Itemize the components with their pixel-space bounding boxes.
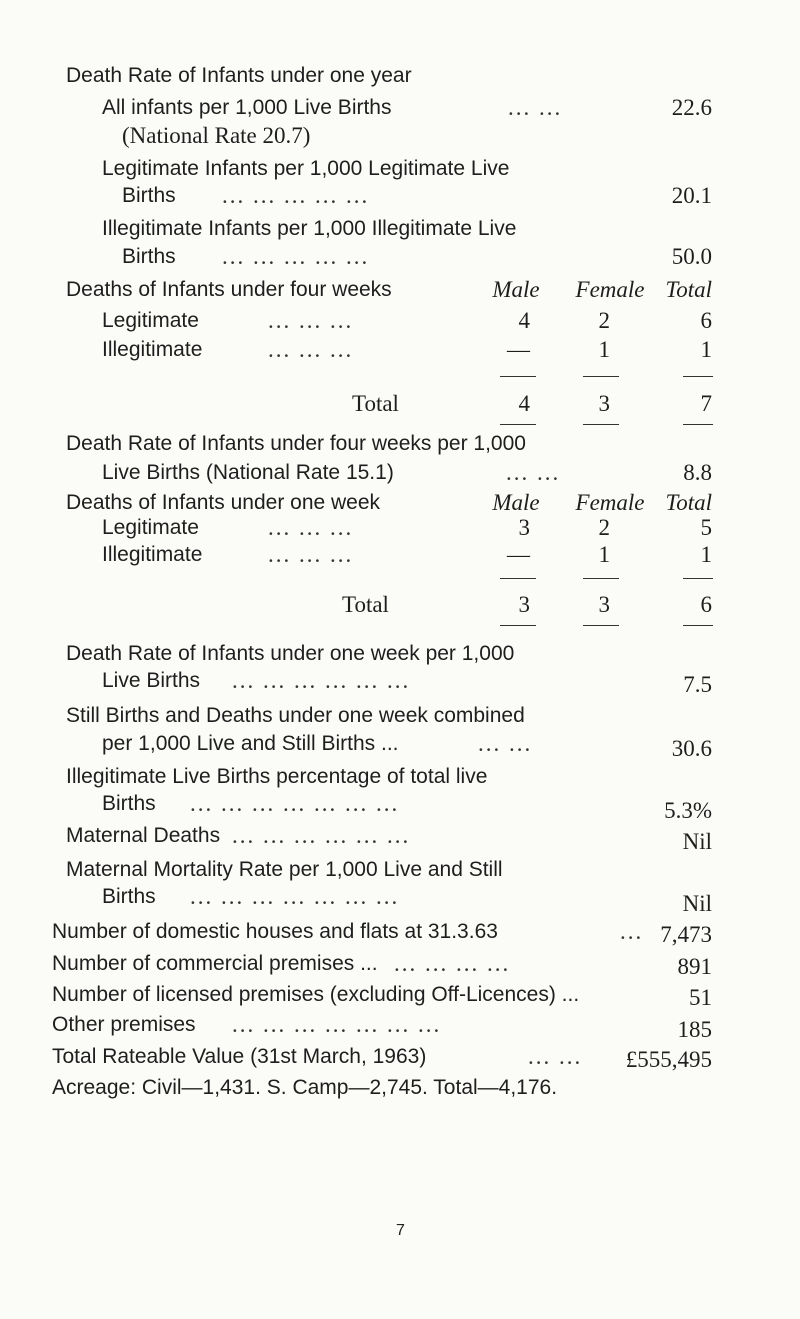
four-weeks-rate-label-cont: Live Births (National Rate 15.1) [102, 461, 394, 484]
still-births-label-cont: per 1,000 Live and Still Births ... [102, 732, 399, 755]
col-header-male: Male [492, 277, 540, 302]
leader-dots: ... ... ... ... ... [222, 183, 370, 208]
rateable-value-label: Total Rateable Value (31st March, 1963) [52, 1045, 427, 1068]
maternal-mortality-label: Maternal Mortality Rate per 1,000 Live and Still [66, 858, 503, 881]
one-week-rate-value: 7.5 [683, 672, 712, 697]
sum-rule [500, 376, 536, 377]
legitimate-rate-label-cont: Births [122, 184, 176, 207]
leader-dots: ... ... ... ... ... ... ... [190, 791, 400, 816]
maternal-deaths-value: Nil [682, 829, 712, 854]
four-weeks-rate-value: 8.8 [683, 460, 712, 485]
table-cell-total: 1 [700, 337, 712, 362]
one-week-heading: Deaths of Infants under one week [66, 491, 381, 514]
acreage-line: Acreage: Civil—1,431. S. Camp—2,745. Total—4,176. [52, 1076, 558, 1099]
sum-rule [683, 424, 713, 425]
illegitimate-pct-label: Illegitimate Live Births percentage of total live [66, 765, 488, 788]
other-premises-label: Other premises [52, 1013, 196, 1036]
leader-dots: ... ... [528, 1044, 583, 1069]
col-header-male: Male [492, 490, 540, 515]
leader-dots: ... ... ... ... ... ... ... [232, 1012, 442, 1037]
still-births-value: 30.6 [671, 736, 712, 761]
leader-dots: ... ... ... [268, 542, 354, 567]
leader-dots: ... ... ... ... ... ... ... [190, 884, 400, 909]
legitimate-rate-value: 20.1 [671, 183, 712, 208]
four-weeks-heading: Deaths of Infants under four weeks [66, 278, 392, 301]
col-header-female: Female [575, 277, 645, 302]
page-number: 7 [396, 1222, 405, 1239]
table-cell-female: 2 [598, 308, 610, 333]
total-row-label: Total [352, 391, 399, 416]
table-cell-male: — [507, 337, 530, 362]
leader-dots: ... ... ... ... ... ... [232, 668, 411, 693]
national-rate-note: (National Rate 20.7) [122, 123, 311, 148]
commercial-premises-value: 891 [677, 954, 712, 979]
illegitimate-pct-label-cont: Births [102, 792, 156, 815]
maternal-deaths-label: Maternal Deaths [66, 824, 221, 847]
total-male: 4 [518, 391, 530, 416]
total-female: 3 [598, 592, 610, 617]
sum-rule [683, 578, 713, 579]
sum-rule [583, 578, 619, 579]
leader-dots: ... ... ... ... [394, 951, 511, 976]
sum-rule [683, 625, 713, 626]
sum-rule [583, 376, 619, 377]
illegitimate-rate-label-cont: Births [122, 245, 176, 268]
table-row-label: Legitimate [102, 309, 199, 332]
table-cell-male: 3 [518, 515, 530, 540]
sum-rule [500, 578, 536, 579]
leader-dots: ... [620, 919, 644, 944]
illegitimate-rate-value: 50.0 [671, 244, 712, 269]
illegitimate-rate-label: Illegitimate Infants per 1,000 Illegitimate Live [102, 217, 517, 240]
table-cell-female: 2 [598, 515, 610, 540]
total-male: 3 [518, 592, 530, 617]
maternal-mortality-label-cont: Births [102, 885, 156, 908]
col-header-female: Female [575, 490, 645, 515]
sum-rule [583, 625, 619, 626]
still-births-label: Still Births and Deaths under one week combined [66, 704, 525, 727]
all-infants-label: All infants per 1,000 Live Births [102, 96, 392, 119]
leader-dots: ... ... ... [268, 515, 354, 540]
col-header-total: Total [665, 277, 712, 302]
sum-rule [500, 424, 536, 425]
leader-dots: ... ... ... [268, 308, 354, 333]
sum-rule [500, 625, 536, 626]
leader-dots: ... ... [506, 460, 561, 485]
table-cell-total: 1 [700, 542, 712, 567]
leader-dots: ... ... ... ... ... ... [232, 823, 411, 848]
legitimate-rate-label: Legitimate Infants per 1,000 Legitimate Live [102, 157, 510, 180]
rateable-value: £555,495 [625, 1047, 712, 1072]
sum-rule [583, 424, 619, 425]
other-premises-value: 185 [677, 1017, 712, 1042]
one-week-rate-label: Death Rate of Infants under one week per 1,000 [66, 642, 515, 665]
table-cell-male: — [507, 542, 530, 567]
licensed-premises-label: Number of licensed premises (excluding Off-Licences) ... [52, 983, 580, 1006]
maternal-mortality-value: Nil [682, 891, 712, 916]
total-total: 6 [700, 592, 712, 617]
commercial-premises-label: Number of commercial premises ... [52, 952, 378, 975]
domestic-houses-value: 7,473 [660, 922, 712, 947]
table-row-label: Illegitimate [102, 543, 203, 566]
leader-dots: ... ... ... ... ... [222, 244, 370, 269]
licensed-premises-value: 51 [689, 985, 712, 1010]
all-infants-value: 22.6 [671, 95, 712, 120]
leader-dots: ... ... [508, 95, 563, 120]
table-row-label: Legitimate [102, 516, 199, 539]
four-weeks-rate-label: Death Rate of Infants under four weeks per 1,000 [66, 432, 526, 455]
table-row-label: Illegitimate [102, 338, 203, 361]
total-female: 3 [598, 391, 610, 416]
table-cell-female: 1 [598, 337, 610, 362]
table-cell-male: 4 [518, 308, 530, 333]
leader-dots: ... ... [478, 731, 533, 756]
col-header-total: Total [665, 490, 712, 515]
illegitimate-pct-value: 5.3% [664, 798, 712, 823]
sum-rule [683, 376, 713, 377]
table-cell-total: 6 [700, 308, 712, 333]
one-week-rate-label-cont: Live Births [102, 669, 201, 692]
section-heading-infant-death-rate: Death Rate of Infants under one year [66, 64, 412, 87]
total-total: 7 [700, 391, 712, 416]
total-row-label: Total [342, 592, 389, 617]
table-cell-total: 5 [700, 515, 712, 540]
table-cell-female: 1 [598, 542, 610, 567]
leader-dots: ... ... ... [268, 337, 354, 362]
domestic-houses-label: Number of domestic houses and flats at 31.3.63 [52, 920, 498, 943]
